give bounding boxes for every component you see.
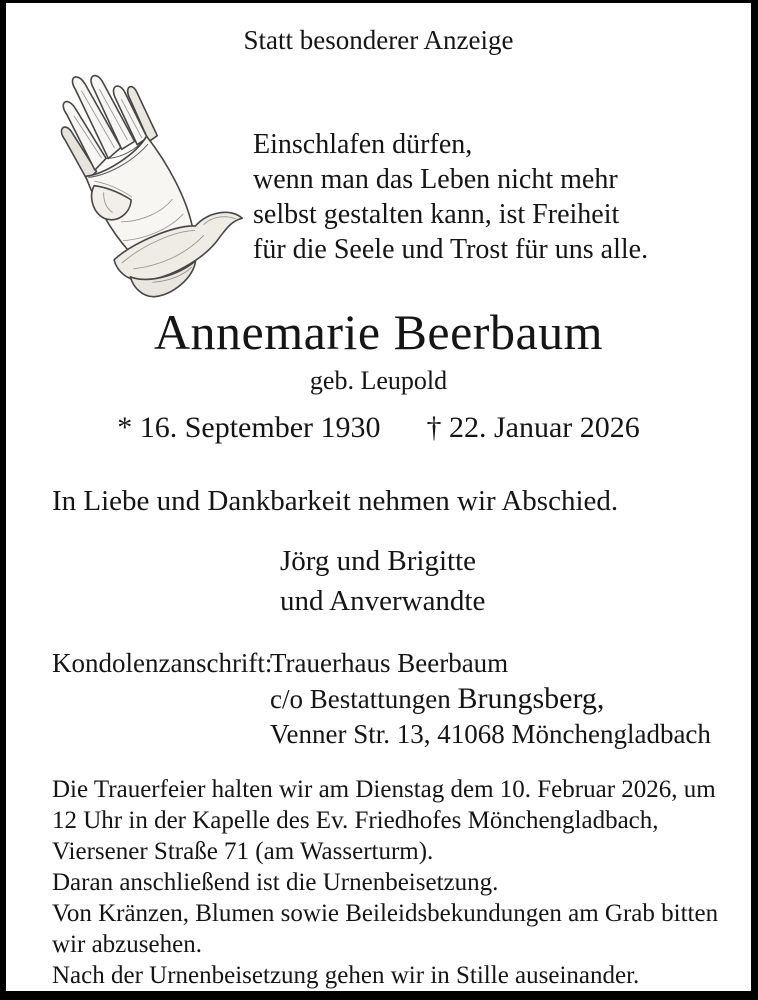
condolence-block [52,646,751,752]
verse-line: wenn man das Leben nicht mehr [253,164,618,195]
birth-date: * 16. September 1930 [117,411,381,444]
maiden-name: geb. Leupold [309,366,448,395]
details-line: Daran anschließend ist die Urnenbeisetzung. [52,869,499,896]
deceased-name: Annemarie Beerbaum [153,304,604,360]
mourners-line: Jörg und Brigitte [280,545,477,577]
details-line: Nach der Urnenbeisetzung gehen wir in Stille auseinander. [52,962,640,989]
verse-line: Einschlafen dürfen, [253,129,473,160]
details-line: Viersener Straße 71 (am Wasserturm). [52,838,434,865]
details-line: Die Trauerfeier halten wir am Dienstag dem 10. Februar 2026, um [52,776,716,803]
details-line: Von Kränzen, Blumen sowie Beileidsbekundungen am Grab bitten [52,900,719,927]
death-date: † 22. Januar 2026 [426,411,640,444]
funeral-home-prefix: c/o Bestattungen [270,684,458,714]
farewell-line: In Liebe und Dankbarkeit nehmen wir Abschied. [52,485,619,517]
mourners-line: und Anverwandte [280,585,486,617]
memorial-verse [253,127,648,267]
condolence-label: Kondolenzanschrift: [52,648,273,678]
verse-line: für die Seele und Trost für uns alle. [253,234,649,265]
funeral-home-name: Brungsberg, [457,682,605,715]
condolence-address-line: Trauerhaus Beerbaum [270,648,509,678]
life-dates [6,409,751,447]
condolence-address-line: Venner Str. 13, 41068 Mönchengladbach [270,719,711,749]
condolence-address-line [270,681,751,717]
condolence-address [270,646,751,752]
details-line: wir abzusehen. [52,931,202,958]
mourners-block [280,541,751,621]
header-note: Statt besonderer Anzeige [243,25,514,55]
funeral-details [52,774,719,991]
top-section [6,57,751,302]
verse-line: selbst gestalten kann, ist Freiheit [253,199,620,230]
praying-hands-icon [16,43,254,305]
details-line: 12 Uhr in der Kapelle des Ev. Friedhofes Mönchengladbach, [52,807,659,834]
